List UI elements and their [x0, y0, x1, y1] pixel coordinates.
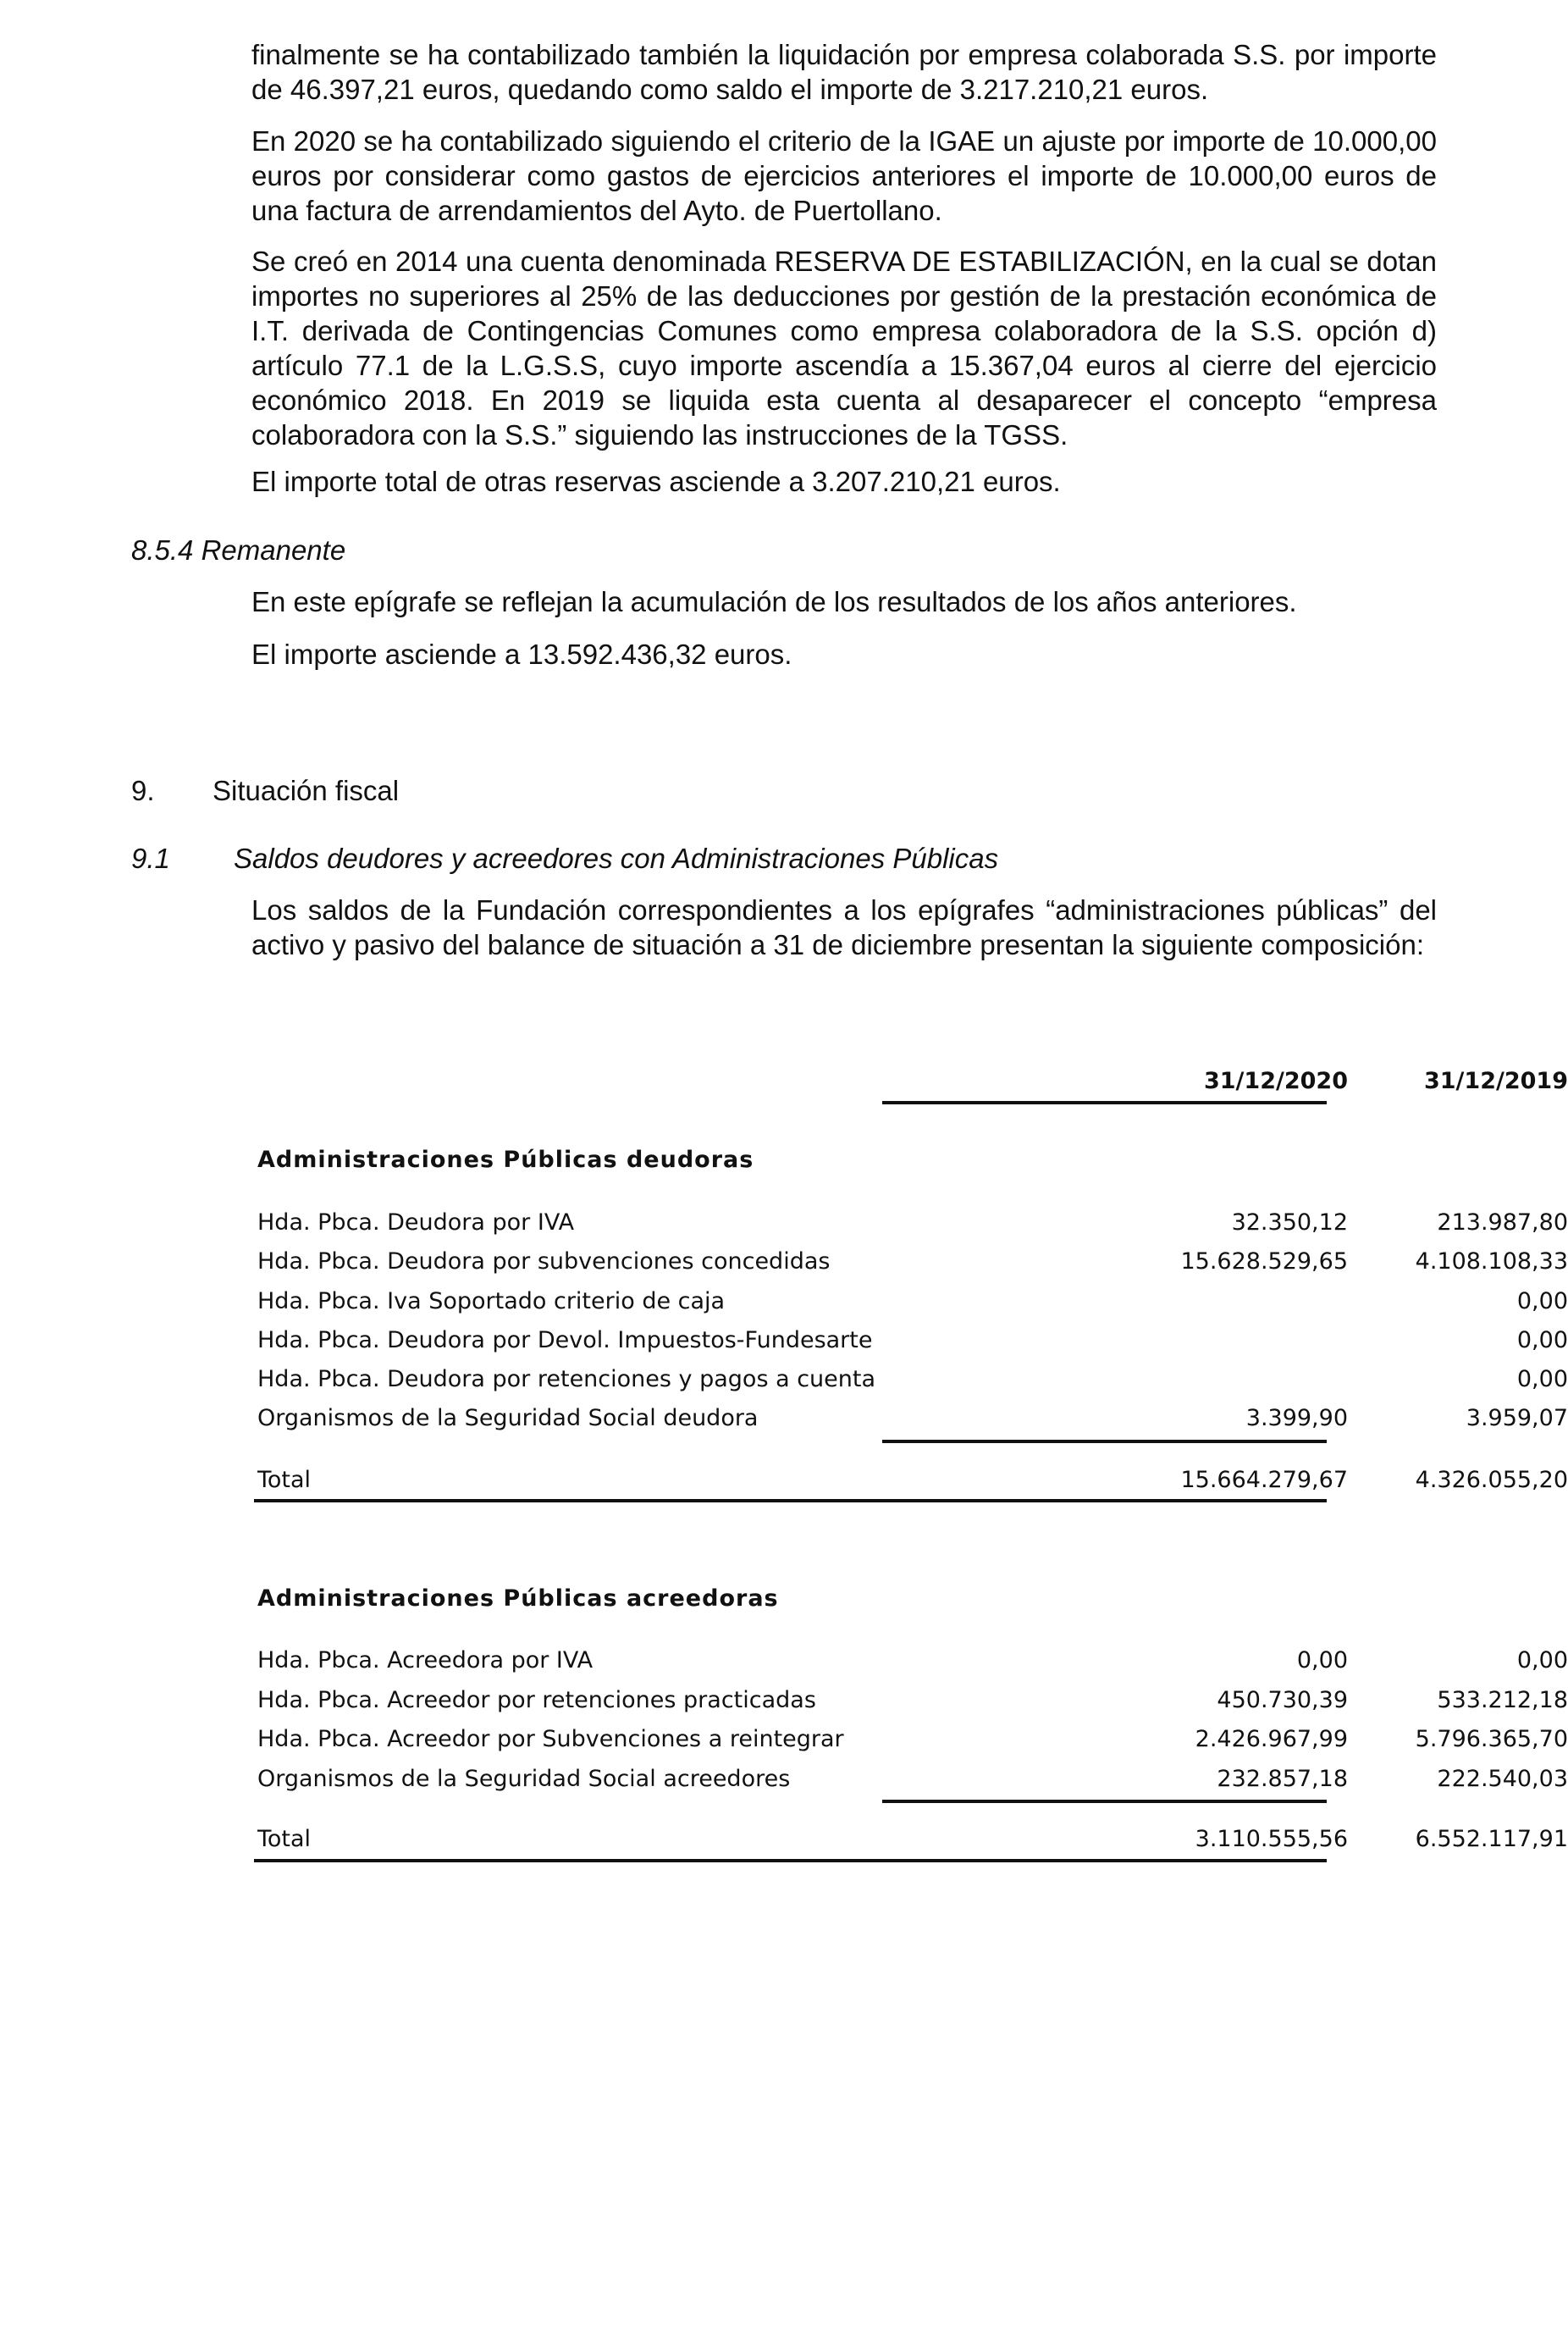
- row-label: Hda. Pbca. Acreedor por retenciones practicadas: [257, 1687, 816, 1713]
- value-2020: 450.730,39: [1217, 1687, 1348, 1713]
- row-label: Organismos de la Seguridad Social acreedores: [257, 1766, 791, 1792]
- row-label: Hda. Pbca. Deudora por retenciones y pagos a cuenta: [257, 1366, 876, 1392]
- section-title-acreedoras-label: Administraciones Públicas acreedoras: [257, 1585, 779, 1612]
- column-header-2019: 31/12/2019: [1423, 1068, 1568, 1094]
- value-2019: 4.108.108,33: [1415, 1248, 1568, 1275]
- row-label: Organismos de la Seguridad Social deudora: [257, 1405, 759, 1431]
- section-title-acreedoras: [254, 1579, 1312, 1618]
- value-2020: 32.350,12: [1231, 1209, 1348, 1236]
- table-row: [254, 1282, 1568, 1321]
- table-row: [254, 1641, 1568, 1680]
- heading-section-9-title: Situación fiscal: [213, 775, 400, 806]
- value-2019: 5.796.365,70: [1415, 1726, 1568, 1752]
- heading-section-9-number: 9.: [131, 775, 155, 806]
- value-2020: 0,00: [1296, 1647, 1348, 1673]
- row-label: Hda. Pbca. Iva Soportado criterio de caja: [257, 1288, 726, 1314]
- table-row: [254, 1720, 1568, 1759]
- heading-section-9-1-number: 9.1: [131, 843, 170, 874]
- row-label: Hda. Pbca. Acreedor por Subvenciones a reintegrar: [257, 1726, 844, 1752]
- paragraph-liquidacion: finalmente se ha contabilizado también la liquidación por empresa colaborada S.S. por importe de 46.397,21 euros, quedando como saldo el importe de 3.217.210,21 euros.: [251, 39, 1437, 105]
- heading-remanente: 8.5.4 Remanente: [131, 534, 346, 566]
- total-label: Total: [257, 1467, 312, 1493]
- row-label: Hda. Pbca. Acreedora por IVA: [257, 1647, 594, 1673]
- value-2019: 213.987,80: [1437, 1209, 1568, 1236]
- value-2020: 232.857,18: [1217, 1766, 1348, 1792]
- table-row: [254, 1242, 1568, 1281]
- table-row: [254, 1203, 1568, 1242]
- paragraph-saldos-intro: Los saldos de la Fundación correspondientes a los epígrafes “administraciones públicas” del activo y pasivo del balance de situación a 31 de diciembre presentan la siguiente composición:: [251, 894, 1437, 960]
- table-row: [254, 1681, 1568, 1720]
- total-value-2020: 3.110.555,56: [1195, 1826, 1348, 1852]
- value-2020: 3.399,90: [1245, 1405, 1348, 1431]
- table-row: [254, 1360, 1568, 1399]
- paragraph-acumulacion: En este epígrafe se reflejan la acumulación de los resultados de los años anteriores.: [251, 586, 1297, 617]
- section-title-deudoras: [254, 1141, 1312, 1180]
- table-row: [254, 1321, 1568, 1360]
- value-2019: 0,00: [1516, 1327, 1568, 1353]
- total-value-2020: 15.664.279,67: [1180, 1467, 1348, 1493]
- total-row-acreedoras: [254, 1820, 1568, 1859]
- row-label: Hda. Pbca. Deudora por IVA: [257, 1209, 575, 1236]
- paragraph-reserva-estabilizacion: Se creó en 2014 una cuenta denominada RESERVA DE ESTABILIZACIÓN, en la cual se dotan importes no superiores al 25% de las deducciones por gestión de la prestación económica de I.T. derivada de Contingencias Comunes como empresa colaboradora de la S.S. opción d) artículo 77.1 de la L.G.S.S, cuyo importe ascendía a 15.367,04 euros al cierre del ejercicio económico 2018. En 2019 se liquida esta cuenta al desaparecer el concepto “empresa colaboradora con la S.S.” siguiendo las instrucciones de la TGSS.: [251, 246, 1437, 451]
- row-label: Hda. Pbca. Deudora por subvenciones concedidas: [257, 1248, 831, 1275]
- subtotal-rule-acreedoras: [882, 1800, 1327, 1803]
- value-2019: 222.540,03: [1437, 1766, 1568, 1792]
- paragraph-importe-remanente: El importe asciende a 13.592.436,32 euros.: [251, 639, 792, 670]
- column-header-2020: 31/12/2020: [1203, 1068, 1348, 1094]
- section-title-deudoras-label: Administraciones Públicas deudoras: [257, 1147, 754, 1173]
- total-value-2019: 6.552.117,91: [1415, 1826, 1568, 1852]
- total-rule-deudoras: [254, 1499, 1327, 1502]
- value-2019: 0,00: [1516, 1366, 1568, 1392]
- table-header: [254, 1062, 1568, 1101]
- value-2020: 2.426.967,99: [1195, 1726, 1348, 1752]
- total-row-deudoras: [254, 1461, 1568, 1500]
- value-2020: 15.628.529,65: [1180, 1248, 1348, 1275]
- total-value-2019: 4.326.055,20: [1415, 1467, 1568, 1493]
- row-label: Hda. Pbca. Deudora por Devol. Impuestos-Fundesarte: [257, 1327, 873, 1353]
- table-row: [254, 1399, 1568, 1438]
- subtotal-rule-deudoras: [882, 1440, 1327, 1443]
- total-label: Total: [257, 1826, 312, 1852]
- value-2019: 0,00: [1516, 1647, 1568, 1673]
- table-row: [254, 1760, 1568, 1799]
- value-2019: 3.959,07: [1466, 1405, 1568, 1431]
- paragraph-ajuste-igae: En 2020 se ha contabilizado siguiendo el criterio de la IGAE un ajuste por importe de 10.000,00 euros por considerar como gastos de ejercicios anteriores el importe de 10.000,00 euros de una factura de arrendamientos del Ayto. de Puertollano.: [251, 125, 1437, 226]
- header-rule: [882, 1101, 1327, 1104]
- value-2019: 533.212,18: [1437, 1687, 1568, 1713]
- heading-section-9-1-title: Saldos deudores y acreedores con Administraciones Públicas: [234, 843, 999, 874]
- value-2019: 0,00: [1516, 1288, 1568, 1314]
- total-rule-acreedoras: [254, 1859, 1327, 1862]
- paragraph-otras-reservas: El importe total de otras reservas asciende a 3.207.210,21 euros.: [251, 466, 1061, 497]
